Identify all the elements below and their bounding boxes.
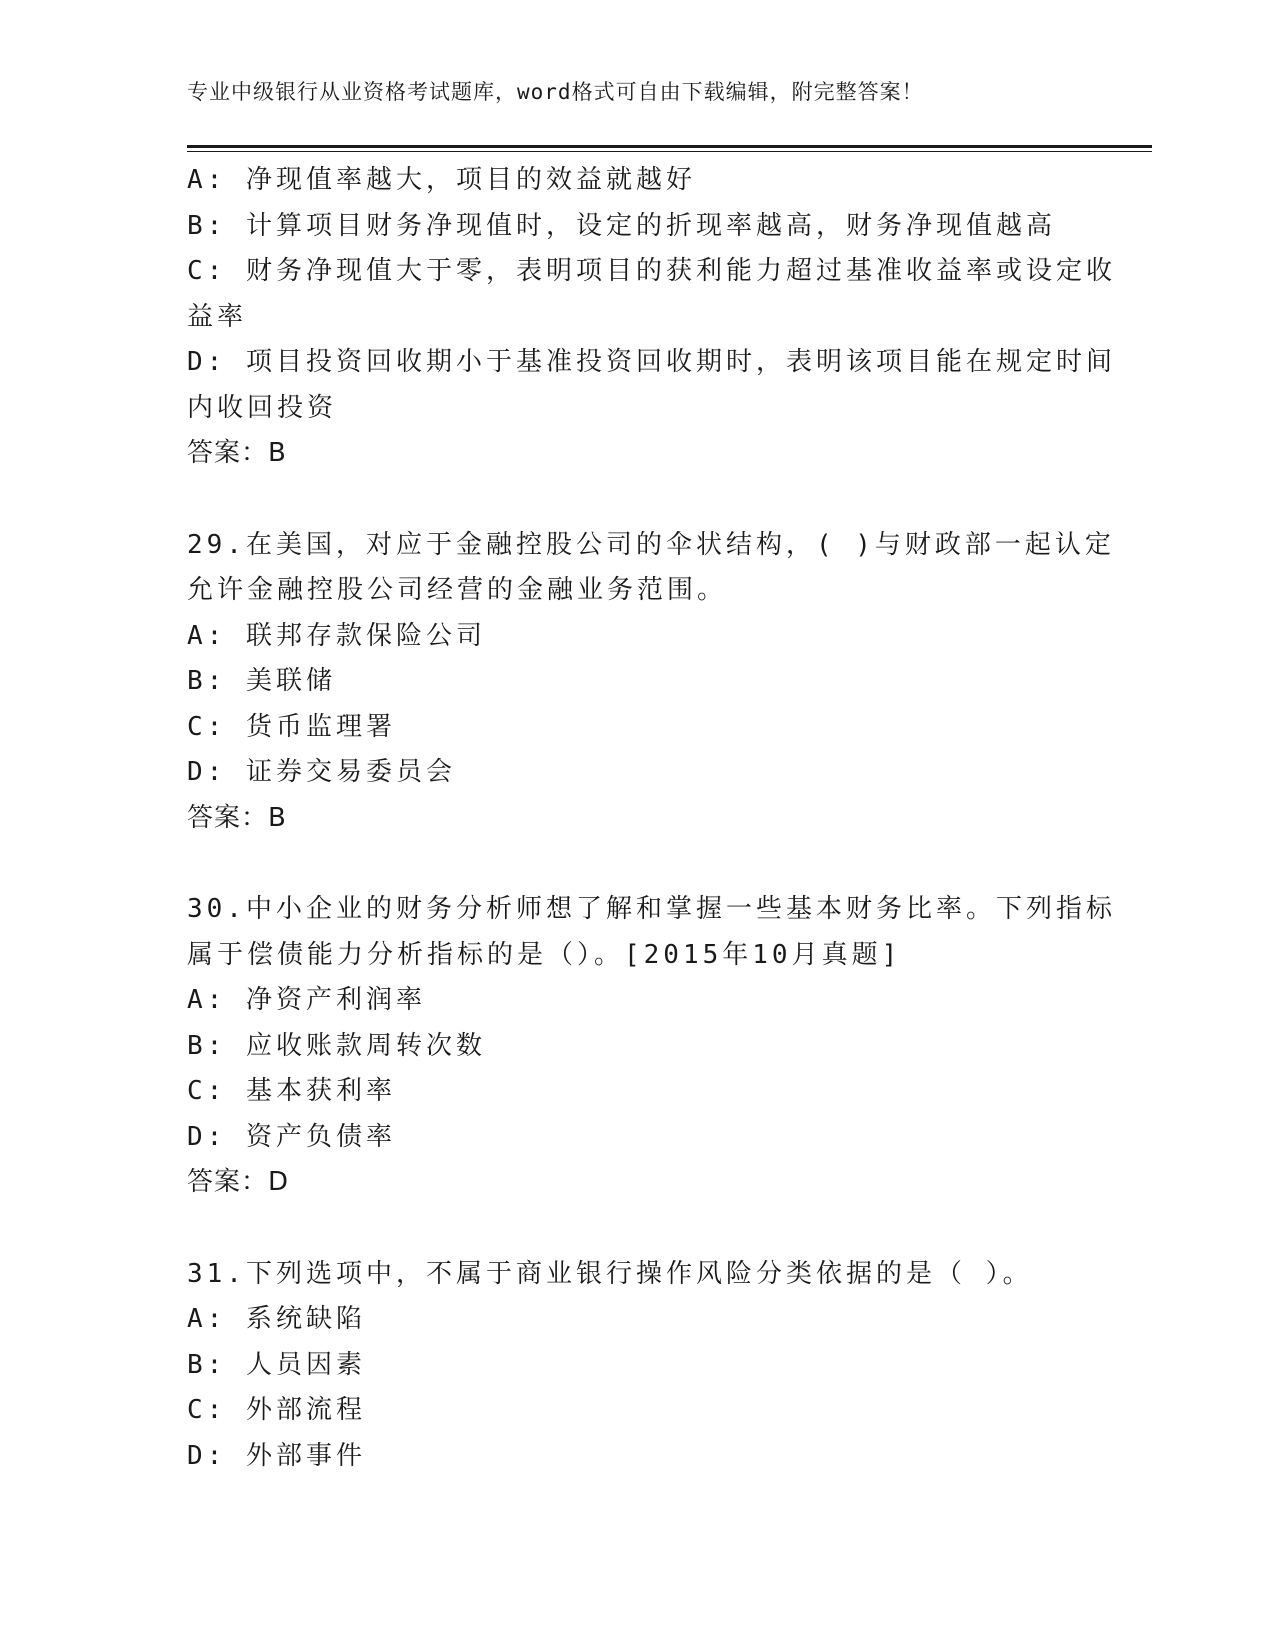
answer: 答案：B [187,438,287,468]
option-a: A: 净资产利润率 [187,985,426,1015]
option-a: A: 联邦存款保险公司 [187,620,486,651]
option-d: D: 资产负债率 [187,1121,396,1152]
header-divider-thick [187,145,1152,148]
option-d: D: 项目投资回收期小于基准投资回收期时，表明该项目能在规定时间 [187,347,1116,377]
option-b: B: 应收账款周转次数 [187,1030,486,1061]
question-stem: 29.在美国，对应于金融控股公司的伞状结构，( )与财政部一起认定 [187,529,1115,560]
page-header: 专业中级银行从业资格考试题库，word格式可自由下载编辑，附完整答案！ [187,80,924,104]
question-list [187,158,1116,1479]
option-c: C: 基本获利率 [187,1076,396,1106]
answer: 答案：D [187,1167,290,1197]
option-d-continued: 内收回投资 [187,392,338,423]
question-30 [187,887,1116,1206]
option-d: D: 证券交易委员会 [187,757,456,787]
question-stem: 30.中小企业的财务分析师想了解和掌握一些基本财务比率。下列指标 [187,894,1116,924]
option-b: B: 计算项目财务净现值时，设定的折现率越高，财务净现值越高 [187,210,1056,241]
option-b: B: 美联储 [187,666,336,696]
header-divider-thin [187,151,1152,152]
option-a: A: 系统缺陷 [187,1304,366,1334]
question-stem: 31.下列选项中，不属于商业银行操作风险分类依据的是（ ）。 [187,1258,1033,1289]
question-31 [187,1252,1087,1480]
option-c-continued: 益率 [187,301,248,332]
question-stem-continued: 属于偿债能力分析指标的是（）。[2015年10月真题] [187,939,902,970]
question-28 [187,158,1116,477]
question-stem-continued: 允许金融控股公司经营的金融业务范围。 [187,575,728,605]
option-a: A: 净现值率越大，项目的效益就越好 [187,165,696,195]
answer: 答案：B [187,802,287,833]
option-c: C: 外部流程 [187,1395,366,1425]
question-29 [187,523,1115,842]
option-b: B: 人员因素 [187,1349,366,1380]
option-c: C: 财务净现值大于零，表明项目的获利能力超过基准收益率或设定收 [187,256,1116,286]
option-c: C: 货币监理署 [187,711,396,742]
option-d: D: 外部事件 [187,1440,366,1471]
